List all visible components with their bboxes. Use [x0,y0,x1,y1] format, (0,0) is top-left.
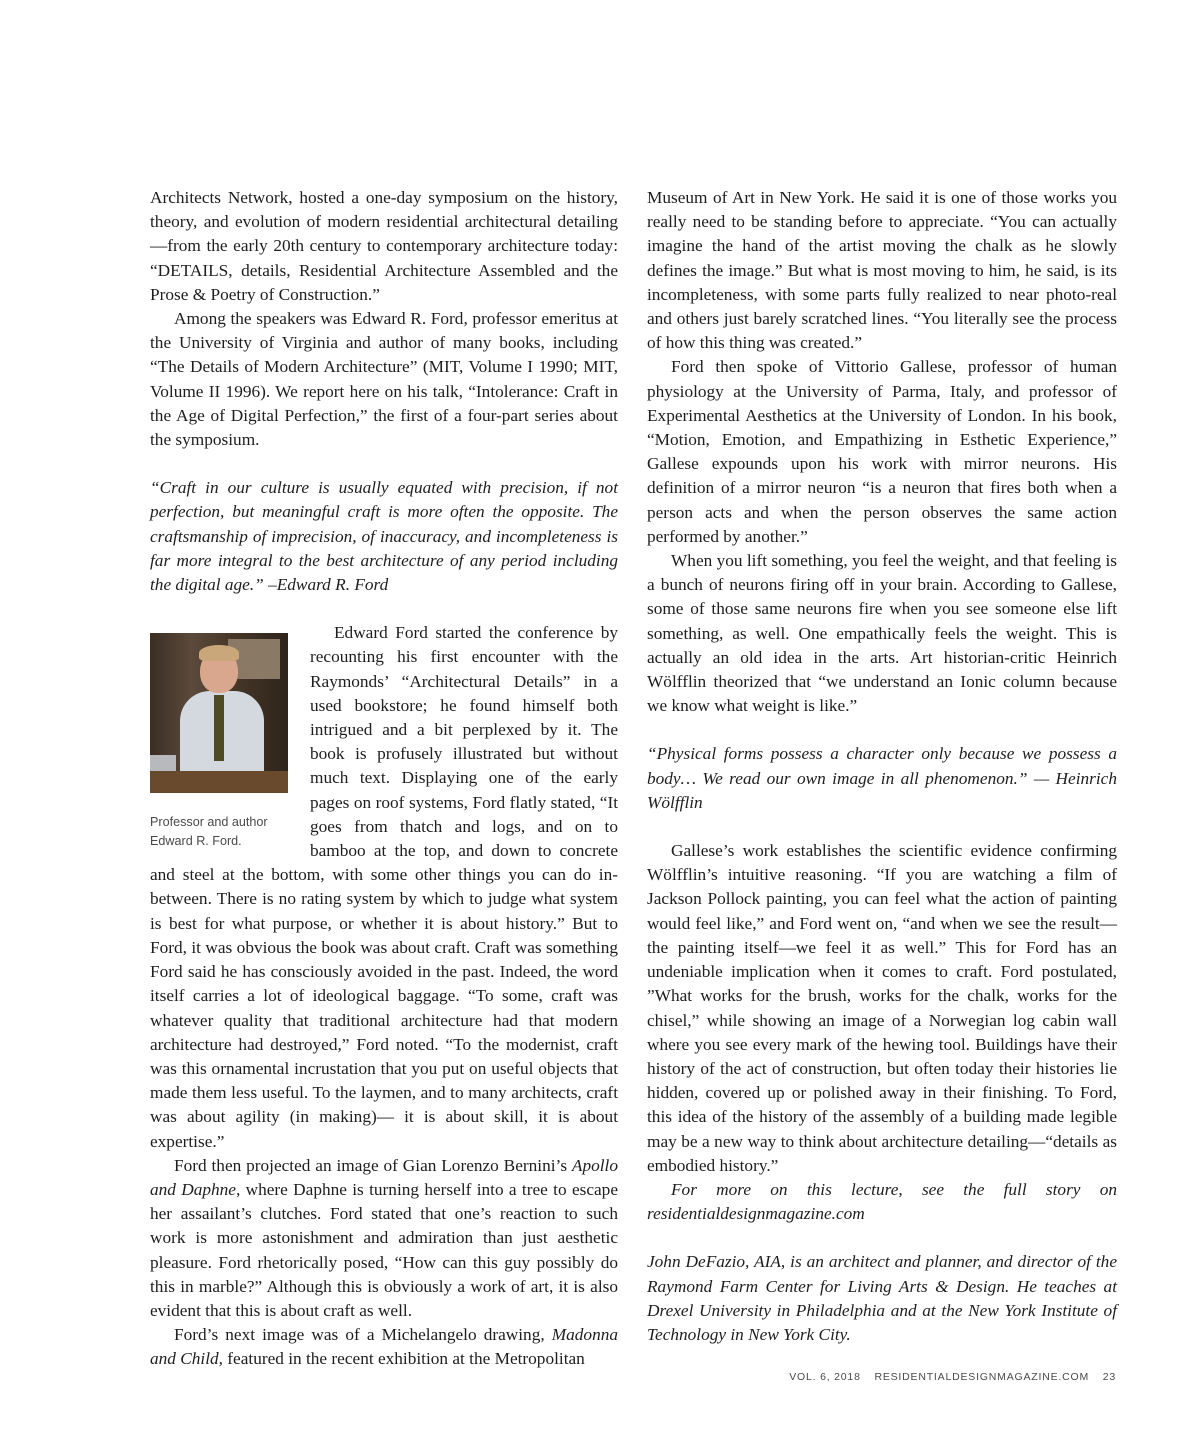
right-column [647,186,1117,1371]
body-paragraph-continued: Museum of Art in New York. He said it is one of those works you really need to be standing before to appreciate. “You can actually imagine the hand of the artist moving the chalk as he slowly defines the image.” But what is most moving to him, he said, is its incompleteness, with some parts fully realized to near photo-real and others just barely scratched lines. “You literally see the process of how this thing was created.” [647,188,1117,353]
page-footer [779,1371,1116,1383]
speaker-photo [150,633,288,793]
speaker-photo-figure [150,633,288,851]
body-paragraph-bernini: Ford then projected an image of Gian Lorenzo Bernini’s Apollo and Daphne, where Daphne is turning herself into a tree to escape her assailant’s clutches. Ford stated that one’s reaction to such work is more astonishment and admiration than just aesthetic pleasure. Ford rhetorically posed, “How can this guy possibly do this in marble?” Although this is obviously a work of art, it is also evident that this is about craft as well. [150,1155,618,1320]
site-url: RESIDENTIALDESIGNMAGAZINE.COM [874,1371,1089,1383]
photo-caption: Professor and author Edward R. Ford. [150,815,268,849]
pull-quote-ford: “Craft in our culture is usually equated with precision, if not perfection, but meaningful craft is more often the opposite. The craftsmanship of imprecision, of inaccuracy, and incompleteness is far more integral to the best architecture of any period including the digital age.” –Edward R. Ford [150,478,618,595]
artwork-title: Apollo and Daphne, [150,1155,618,1199]
author-bio: John DeFazio, AIA, is an architect and planner, and director of the Raymond Farm Center for Living Arts & Design. He teaches at Drexel University in Philadelphia and at the New York Institute of Technology in New York City. [647,1252,1117,1344]
left-column [150,186,618,1372]
body-paragraph-weight: When you lift something, you feel the weight, and that feeling is a bunch of neurons firing off in your brain. According to Gallese, some of those same neurons fire when you see someone else lift something, as well. One empathically feels the weight. This is actually an old idea in the arts. Art historian-critic Heinrich Wölfflin theorized that “we understand an Ionic column because we know what weight is like.” [647,551,1117,716]
speaker-paragraph: Among the speakers was Edward R. Ford, professor emeritus at the University of Virginia and author of many books, including “The Details of Modern Architecture” (MIT, Volume I 1990; MIT, Volume II 1996). We report here on his talk, “Intolerance: Craft in the Age of Digital Perfection,” the first of a four-part series about the symposium. [150,309,618,450]
artwork-title: Madonna and Child, [150,1325,618,1369]
pull-quote-wolfflin: “Physical forms possess a character only because we possess a body… We read our own image in all phenomenon.” — Heinrich Wölfflin [647,744,1117,812]
more-info-note: For more on this lecture, see the full story on residentialdesignmagazine.com [647,1179,1117,1224]
body-paragraph-gallese: Ford then spoke of Vittorio Gallese, professor of human physiology at the University of Parma, Italy, and professor of Experimental Aesthetics at the University of London. In his book, “Motion, Emotion, and Empathizing in Esthetic Experience,” Gallese expounds upon his work with mirror neurons. His definition of a mirror neuron “is a neuron that fires both when a person acts and when the person observes the same action performed by another.” [647,357,1117,546]
page-number: 23 [1102,1371,1116,1383]
body-paragraph-conclusion: Gallese’s work establishes the scientific evidence confirming Wölfflin’s intuitive reasoning. “If you are watching a film of Jackson Pollock painting, you can feel what the action of painting would feel like,” and Ford went on, “and when we see the result—the painting itself—we feel it as well.” This for Ford has an undeniable implication when it comes to craft. Ford postulated, ”What works for the brush, works for the chalk, works for the chisel,” while showing an image of a Norwegian log cabin wall where you see every mark of the hewing tool. Buildings have their history of the act of construction, but often today their histories lie hidden, covered up or polished away in their finishing. To Ford, this idea of the history of the assembly of a building made legible may be a new way to think about architecture detailing—“details as embodied history.” [647,841,1117,1175]
volume-label: VOL. 6, 2018 [789,1371,861,1383]
body-paragraph-michelangelo: Ford’s next image was of a Michelangelo drawing, Madonna and Child, featured in the recent exhibition at the Metropolitan [150,1325,618,1369]
body-paragraph-ford-start: Edward Ford started the conference by recounting his first encounter with the Raymonds’ “Architectural Details” in a used bookstore; he found himself both intrigued and a bit perplexed by it. The book is profusely illustrated but without much text. Displaying one of the early pages on roof systems, Ford flatly stated, “It goes from thatch and logs, and on to bamboo at the top, and down to concrete and steel at the bottom, with some other things you can do in-between. There is no rating system by which to judge what system is best for what purpose, or whether it is about history.” But to Ford, it was obvious the book was about craft. Craft was something Ford said he has consciously avoided in the past. Indeed, the word itself carries a lot of ideological baggage. “To some, craft was whatever quality that traditional architecture had that modern architecture had destroyed,” Ford noted. “To the modernist, craft was this ornamental incrustation that you put on useful objects that made them less useful. To the laymen, and to many architects, craft was about agility (in making)— it is about skill, it is about expertise.” [150,623,618,1151]
intro-paragraph: Architects Network, hosted a one-day symposium on the history, theory, and evolution of modern residential architectural detailing—from the early 20th century to contemporary architecture today: “DETAILS, details, Residential Architecture Assembled and the Prose & Poetry of Construction.” [150,188,618,304]
